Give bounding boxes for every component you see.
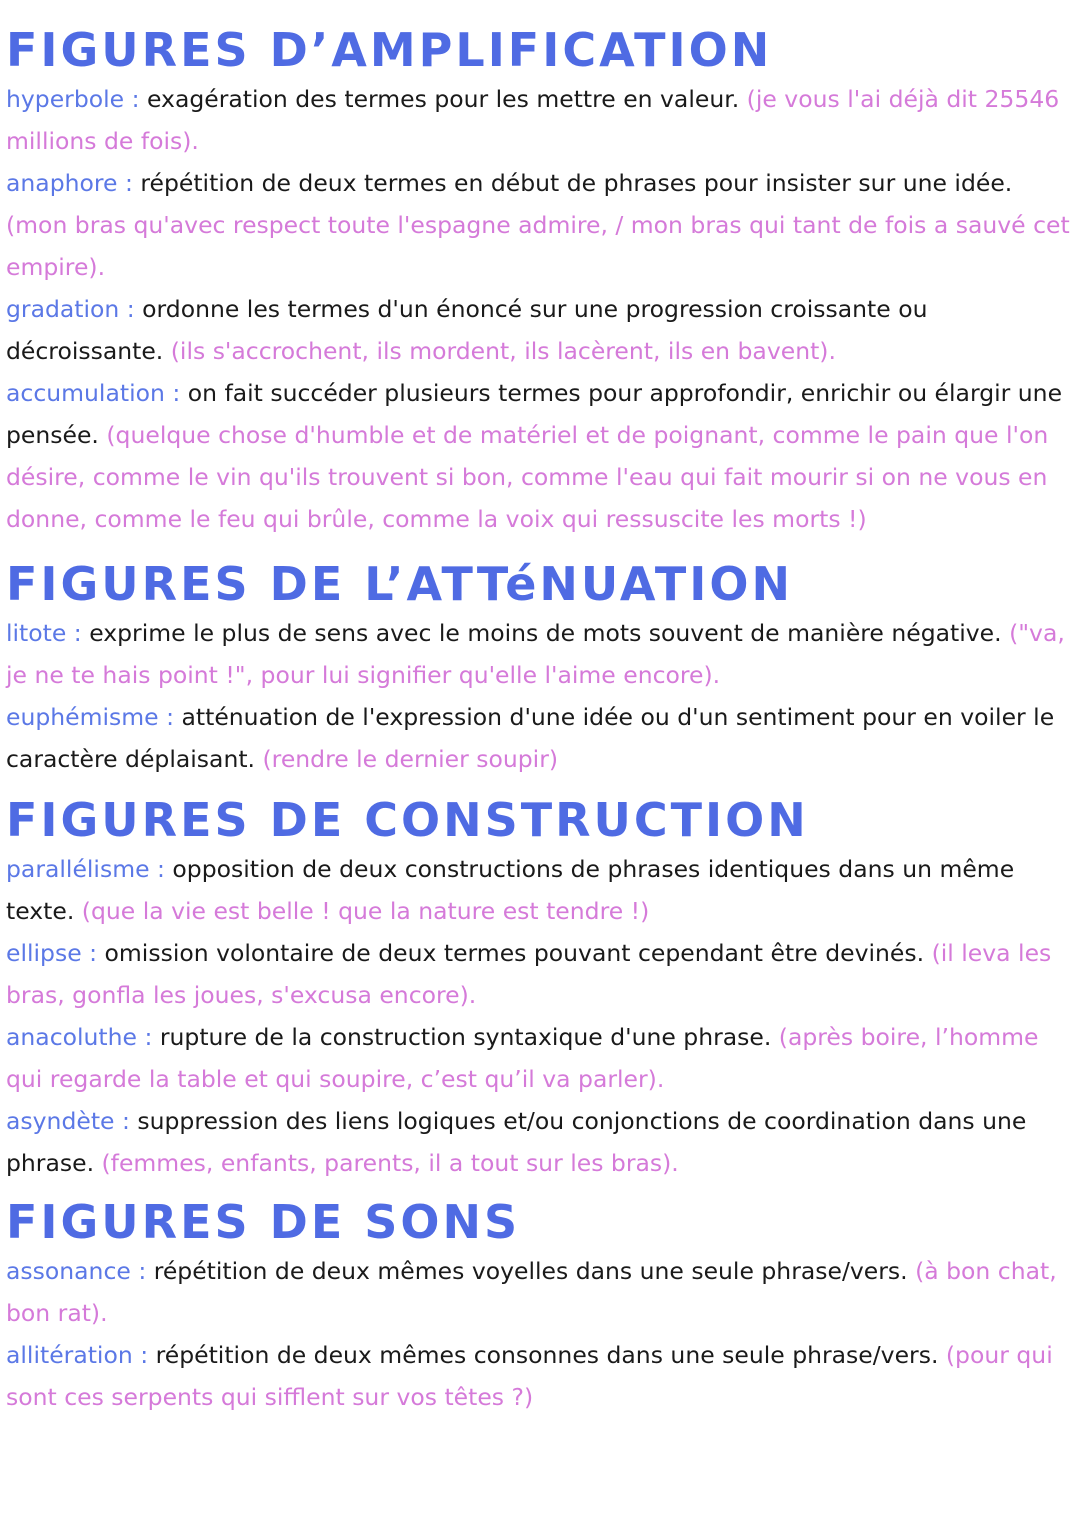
example-ellipse: (il leva les bras, gonfla les joues, s'excusa encore). xyxy=(6,939,1052,1009)
example-accumulation: (quelque chose d'humble et de matériel et de poignant, comme le pain que l'on désire, comme le vin qu'ils trouvent si bon, comme l'eau qui fait mourir si on ne vous en donne, comme le feu qui brûle, comme la voix qui ressuscite les morts !) xyxy=(6,421,1049,533)
example-anacoluthe: (après boire, l’homme qui regarde la table et qui soupire, c’est qu’il va parler). xyxy=(6,1023,1039,1093)
section-sons xyxy=(6,1194,1074,1418)
term-accumulation: accumulation xyxy=(6,379,165,407)
term-separator: : xyxy=(130,1257,147,1285)
entry-alliteration xyxy=(6,1334,1074,1418)
section-title-construction: FIGURES DE CONSTRUCTION xyxy=(6,793,809,847)
term-separator: : xyxy=(132,1341,149,1369)
example-parallelisme: (que la vie est belle ! que la nature est tendre !) xyxy=(74,897,650,925)
entry-hyperbole xyxy=(6,78,1074,162)
term-separator: : xyxy=(158,703,175,731)
term-separator: : xyxy=(117,169,133,197)
term-separator: : xyxy=(136,1023,153,1051)
entry-euphemisme xyxy=(6,696,1074,780)
section-construction xyxy=(6,792,1074,1184)
definition-gradation: ordonne les termes d'un énoncé sur une progression croissante ou décroissante. xyxy=(6,295,928,365)
section-title-amplification: FIGURES D’AMPLIFICATION xyxy=(6,23,773,77)
example-gradation: (ils s'accrochent, ils mordent, ils lacèrent, ils en bavent). xyxy=(163,337,836,365)
entry-parallelisme xyxy=(6,848,1074,932)
example-asyndete: (femmes, enfants, parents, il a tout sur les bras). xyxy=(94,1149,679,1177)
term-gradation: gradation xyxy=(6,295,120,323)
definition-parallelisme: opposition de deux constructions de phrases identiques dans un même texte. xyxy=(6,855,1015,925)
term-separator: : xyxy=(81,939,98,967)
section-amplification xyxy=(6,22,1074,540)
example-euphemisme: (rendre le dernier soupir) xyxy=(255,745,559,773)
definition-anaphore: répétition de deux termes en début de phrases pour insister sur une idée. xyxy=(132,169,1013,197)
entry-anaphore xyxy=(6,162,1074,288)
term-anaphore: anaphore xyxy=(6,169,118,197)
section-title-attenuation: FIGURES DE L’ATTéNUATION xyxy=(6,557,793,611)
definition-hyperbole: exagération des termes pour les mettre en valeur. xyxy=(139,85,740,113)
term-ellipse: ellipse xyxy=(6,939,82,967)
example-anaphore: (mon bras qu'avec respect toute l'espagne admire, / mon bras qui tant de fois a sauvé cet empire). xyxy=(6,211,1070,281)
term-euphemisme: euphémisme xyxy=(6,703,159,731)
definition-euphemisme: atténuation de l'expression d'une idée ou d'un sentiment pour en voiler le caractère déplaisant. xyxy=(6,703,1055,773)
example-litote: ("va, je ne te hais point !", pour lui signifier qu'elle l'aime encore). xyxy=(6,619,1065,689)
term-separator: : xyxy=(124,85,140,113)
section-attenuation xyxy=(6,556,1074,780)
entry-accumulation xyxy=(6,372,1074,540)
entry-ellipse xyxy=(6,932,1074,1016)
definition-alliteration: répétition de deux mêmes consonnes dans une seule phrase/vers. xyxy=(148,1341,939,1369)
term-litote: litote xyxy=(6,619,67,647)
definition-accumulation: on fait succéder plusieurs termes pour approfondir, enrichir ou élargir une pensée. xyxy=(6,379,1063,449)
entry-litote xyxy=(6,612,1074,696)
entry-assonance xyxy=(6,1250,1074,1334)
definition-ellipse: omission volontaire de deux termes pouvant cependant être devinés. xyxy=(97,939,925,967)
term-separator: : xyxy=(119,295,135,323)
term-asyndete: asyndète xyxy=(6,1107,115,1135)
definition-asyndete: suppression des liens logiques et/ou conjonctions de coordination dans une phrase. xyxy=(6,1107,1027,1177)
entry-asyndete xyxy=(6,1100,1074,1184)
term-separator: : xyxy=(149,855,165,883)
entry-gradation xyxy=(6,288,1074,372)
section-title-sons: FIGURES DE SONS xyxy=(6,1195,521,1249)
definition-litote: exprime le plus de sens avec le moins de mots souvent de manière négative. xyxy=(81,619,1002,647)
example-assonance: (à bon chat, bon rat). xyxy=(6,1257,1057,1327)
term-hyperbole: hyperbole xyxy=(6,85,125,113)
term-alliteration: allitération xyxy=(6,1341,133,1369)
term-assonance: assonance xyxy=(6,1257,131,1285)
term-separator: : xyxy=(114,1107,130,1135)
term-anacoluthe: anacoluthe xyxy=(6,1023,137,1051)
term-parallelisme: parallélisme xyxy=(6,855,150,883)
definition-anacoluthe: rupture de la construction syntaxique d'une phrase. xyxy=(152,1023,772,1051)
example-hyperbole: (je vous l'ai déjà dit 25546 millions de fois). xyxy=(6,85,1060,155)
term-separator: : xyxy=(164,379,181,407)
entry-anacoluthe xyxy=(6,1016,1074,1100)
definition-assonance: répétition de deux mêmes voyelles dans une seule phrase/vers. xyxy=(146,1257,908,1285)
term-separator: : xyxy=(66,619,82,647)
example-alliteration: (pour qui sont ces serpents qui sifflent sur vos têtes ?) xyxy=(6,1341,1053,1411)
